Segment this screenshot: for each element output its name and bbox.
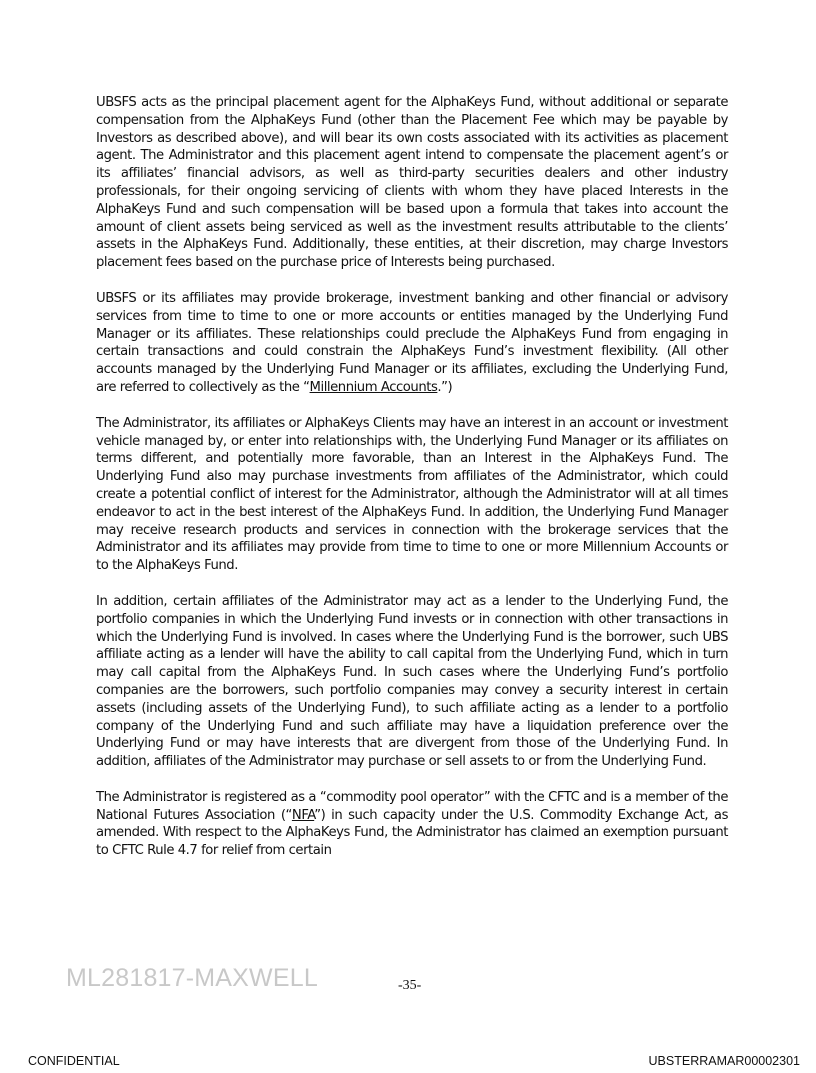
paragraph-placement-agent: UBSFS acts as the principal placement agent for the AlphaKeys Fund, without additional or separate compensation from the AlphaKeys Fund (other than the Placement Fee which may be payable by Investors as described above), and will bear its own costs associated with its activities as placement agent. The Administrator and this placement agent intend to compensate the placement agent’s or its affiliates’ financial advisors, as well as third-party securities dealers and other industry professionals, for their ongoing servicing of clients with whom they have placed Interests in the AlphaKeys Fund and such compensation will be based upon a formula that takes into account the amount of client assets being serviced as well as the investment results attributable to the clients’ assets in the AlphaKeys Fund. Additionally, these entities, at their discretion, may charge Investors placement fees based on the purchase price of Interests being purchased. [96,95,728,271]
paragraph-brokerage-services [96,290,728,397]
watermark-stamp: ML281817-MAXWELL [66,964,318,992]
paragraph-text: ”) in such capacity under the U.S. Commodity Exchange Act, as amended. With respect to the AlphaKeys Fund, the Administrator has claimed an exemption pursuant to CFTC Rule 4.7 for relief from certain [96,807,728,859]
confidential-label: CONFIDENTIAL [28,1054,120,1068]
paragraph-text: .”) [437,379,453,395]
document-body [96,94,728,878]
paragraph-lender-affiliates: In addition, certain affiliates of the Administrator may act as a lender to the Underlying Fund, the portfolio companies in which the Underlying Fund invests or in connection with other transactions in which the Underlying Fund is involved. In cases where the Underlying Fund is the borrower, such UBS affiliate acting as a lender will have the ability to call capital from the Underlying Fund, which in turn may call capital from the AlphaKeys Fund. In such cases where the Underlying Fund’s portfolio companies are the borrowers, such portfolio companies may convey a security interest in certain assets (including assets of the Underlying Fund), to such affiliate acting as a lender to a portfolio company of the Underlying Fund and such affiliate may have a liquidation preference over the Underlying Fund or may have interests that are divergent from those of the Underlying Fund. In addition, affiliates of the Administrator may purchase or sell assets to or from the Underlying Fund. [96,593,728,770]
paragraph-commodity-pool-operator [96,789,728,860]
paragraph-conflicts-of-interest: The Administrator, its affiliates or AlphaKeys Clients may have an interest in an account or investment vehicle managed by, or enter into relationships with, the Underlying Fund Manager or its affiliates on terms different, and potentially more favorable, than an Interest in the AlphaKeys Fund. The Underlying Fund also may purchase investments from affiliates of the Administrator, which could create a potential conflict of interest for the Administrator, although the Administrator will at all times endeavor to act in the best interest of the AlphaKeys Fund. In addition, the Underlying Fund Manager may receive research products and services in connection with the brokerage services that the Administrator and its affiliates may provide from time to time to one or more Millennium Accounts or to the AlphaKeys Fund. [96,415,728,574]
defined-term-nfa: NFA [291,807,315,823]
defined-term-millennium-accounts: Millennium Accounts [309,379,438,395]
paragraph-text: UBSFS or its affiliates may provide brokerage, investment banking and other financial or advisory services from time to time to one or more accounts or entities managed by the Underlying Fund Manager or its affiliates. These relationships could preclude the AlphaKeys Fund from engaging in certain transactions and could constrain the AlphaKeys Fund’s investment flexibility. (All other accounts managed by the Underlying Fund Manager or its affiliates, excluding the Underlying Fund, are referred to collectively as the “ [96,290,728,395]
paragraph-text: The Administrator is registered as a “commodity pool operator” with the CFTC and is a member of the National Futures Association (“ [96,789,728,823]
page-number: -35- [398,978,422,993]
bates-number: UBSTERRAMAR00002301 [648,1054,800,1068]
